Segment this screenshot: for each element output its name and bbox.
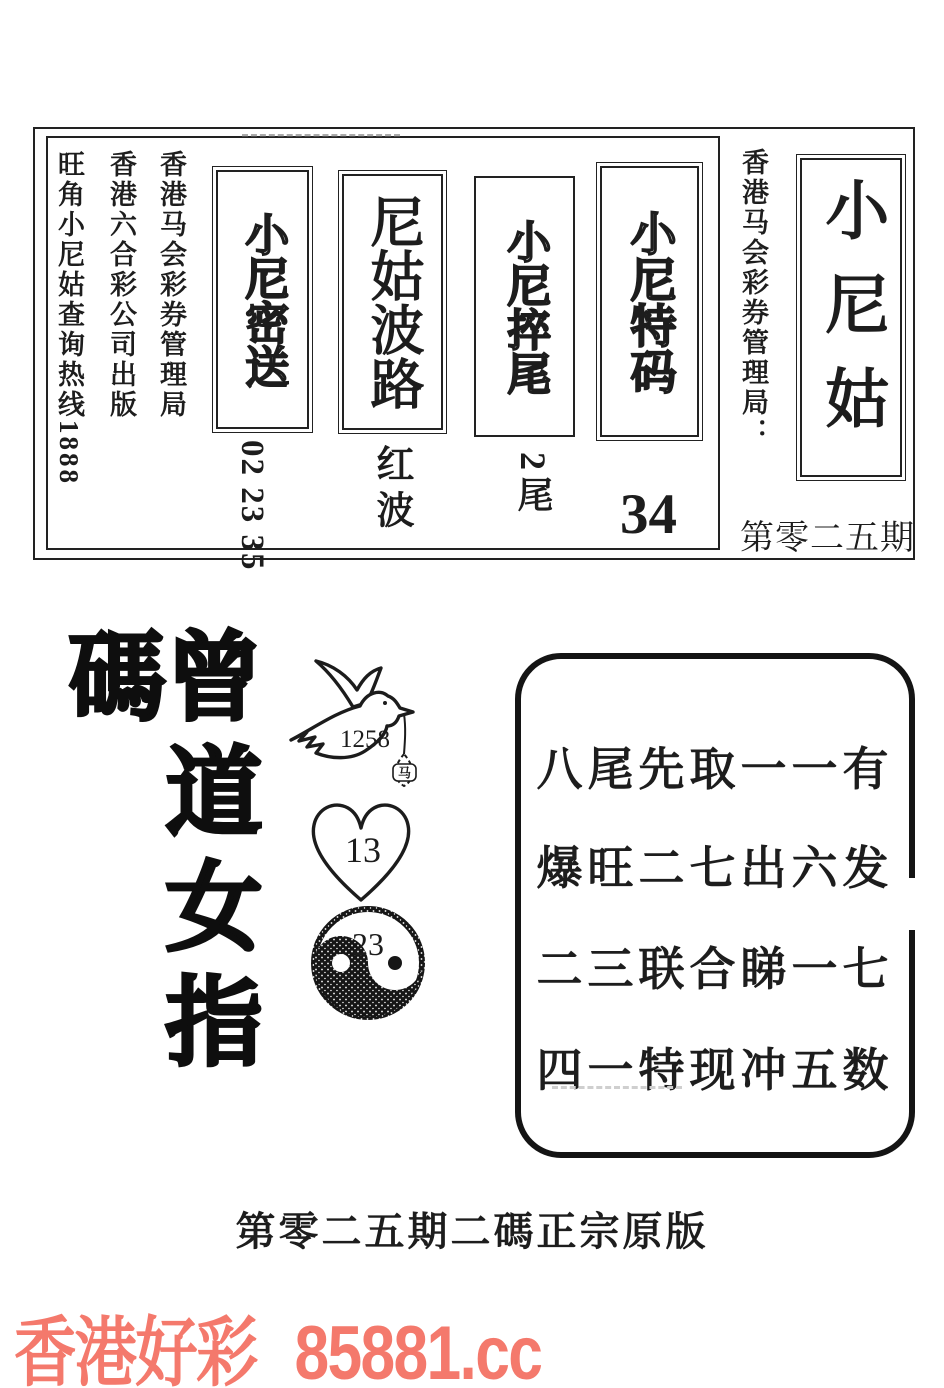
tip-box-mi-song-numbers: 02 23 35 — [234, 440, 270, 572]
tip-box-te-ma-title: 小尼特码 — [624, 209, 676, 394]
brand-box — [796, 154, 906, 481]
pendant-character: 马 — [397, 765, 412, 781]
heart-icon — [303, 788, 419, 910]
tip-box-zuo-wei-value: 2尾 — [513, 452, 553, 518]
pendant-string — [404, 714, 405, 754]
big-title: 曾道女指碼 — [52, 626, 262, 1086]
right-authority-column: 香港马会彩券管理局： — [737, 148, 768, 448]
dove-number: 1258 — [340, 726, 390, 753]
publisher-column: 香港六合彩公司出版 — [105, 150, 136, 420]
tip-box-mi-song — [212, 166, 313, 433]
tip-box-bo-lu-title: 尼姑波路 — [362, 194, 423, 410]
footer-watermark — [14, 1292, 541, 1388]
scan-artifact-underline — [552, 1086, 682, 1089]
taiji-number: 23 — [352, 926, 384, 962]
brand-box-title: 小尼姑 — [816, 176, 888, 459]
taiji-icon — [306, 903, 430, 1023]
tip-box-te-ma — [596, 162, 703, 441]
tip-box-zuo-wei-title: 小尼捽尾 — [500, 218, 550, 395]
issue-label: 第零二五期 — [740, 520, 915, 557]
tip-box-bo-lu-value: 红波 — [370, 444, 412, 536]
tip-box-mi-song-title: 小尼密送 — [238, 211, 288, 388]
verse-line-4: 四一特现冲五数 — [536, 1045, 894, 1096]
footer-domain: 85881.cc — [294, 1311, 542, 1388]
heart-number: 13 — [345, 830, 381, 870]
bottom-edition-line: 第零二五期二碼正宗原版 — [235, 1209, 709, 1254]
dove-icon — [283, 646, 435, 794]
tip-box-te-ma-value: 34 — [620, 483, 677, 546]
dove-eye — [383, 701, 387, 705]
hotline-column: 旺角小尼姑查询热线1888 — [53, 150, 84, 486]
verse-line-3: 二三联合睇一七 — [536, 944, 894, 995]
verse-line-2: 爆旺二七出六发 — [536, 843, 894, 894]
authority-column: 香港马会彩券管理局 — [155, 150, 186, 420]
scan-artifact-dash — [242, 134, 400, 137]
footer-site-name: 香港好彩 — [14, 1311, 257, 1388]
tip-box-zuo-wei — [474, 176, 575, 437]
verse-line-1: 八尾先取一一有 — [536, 744, 894, 795]
tip-box-bo-lu — [338, 170, 447, 434]
